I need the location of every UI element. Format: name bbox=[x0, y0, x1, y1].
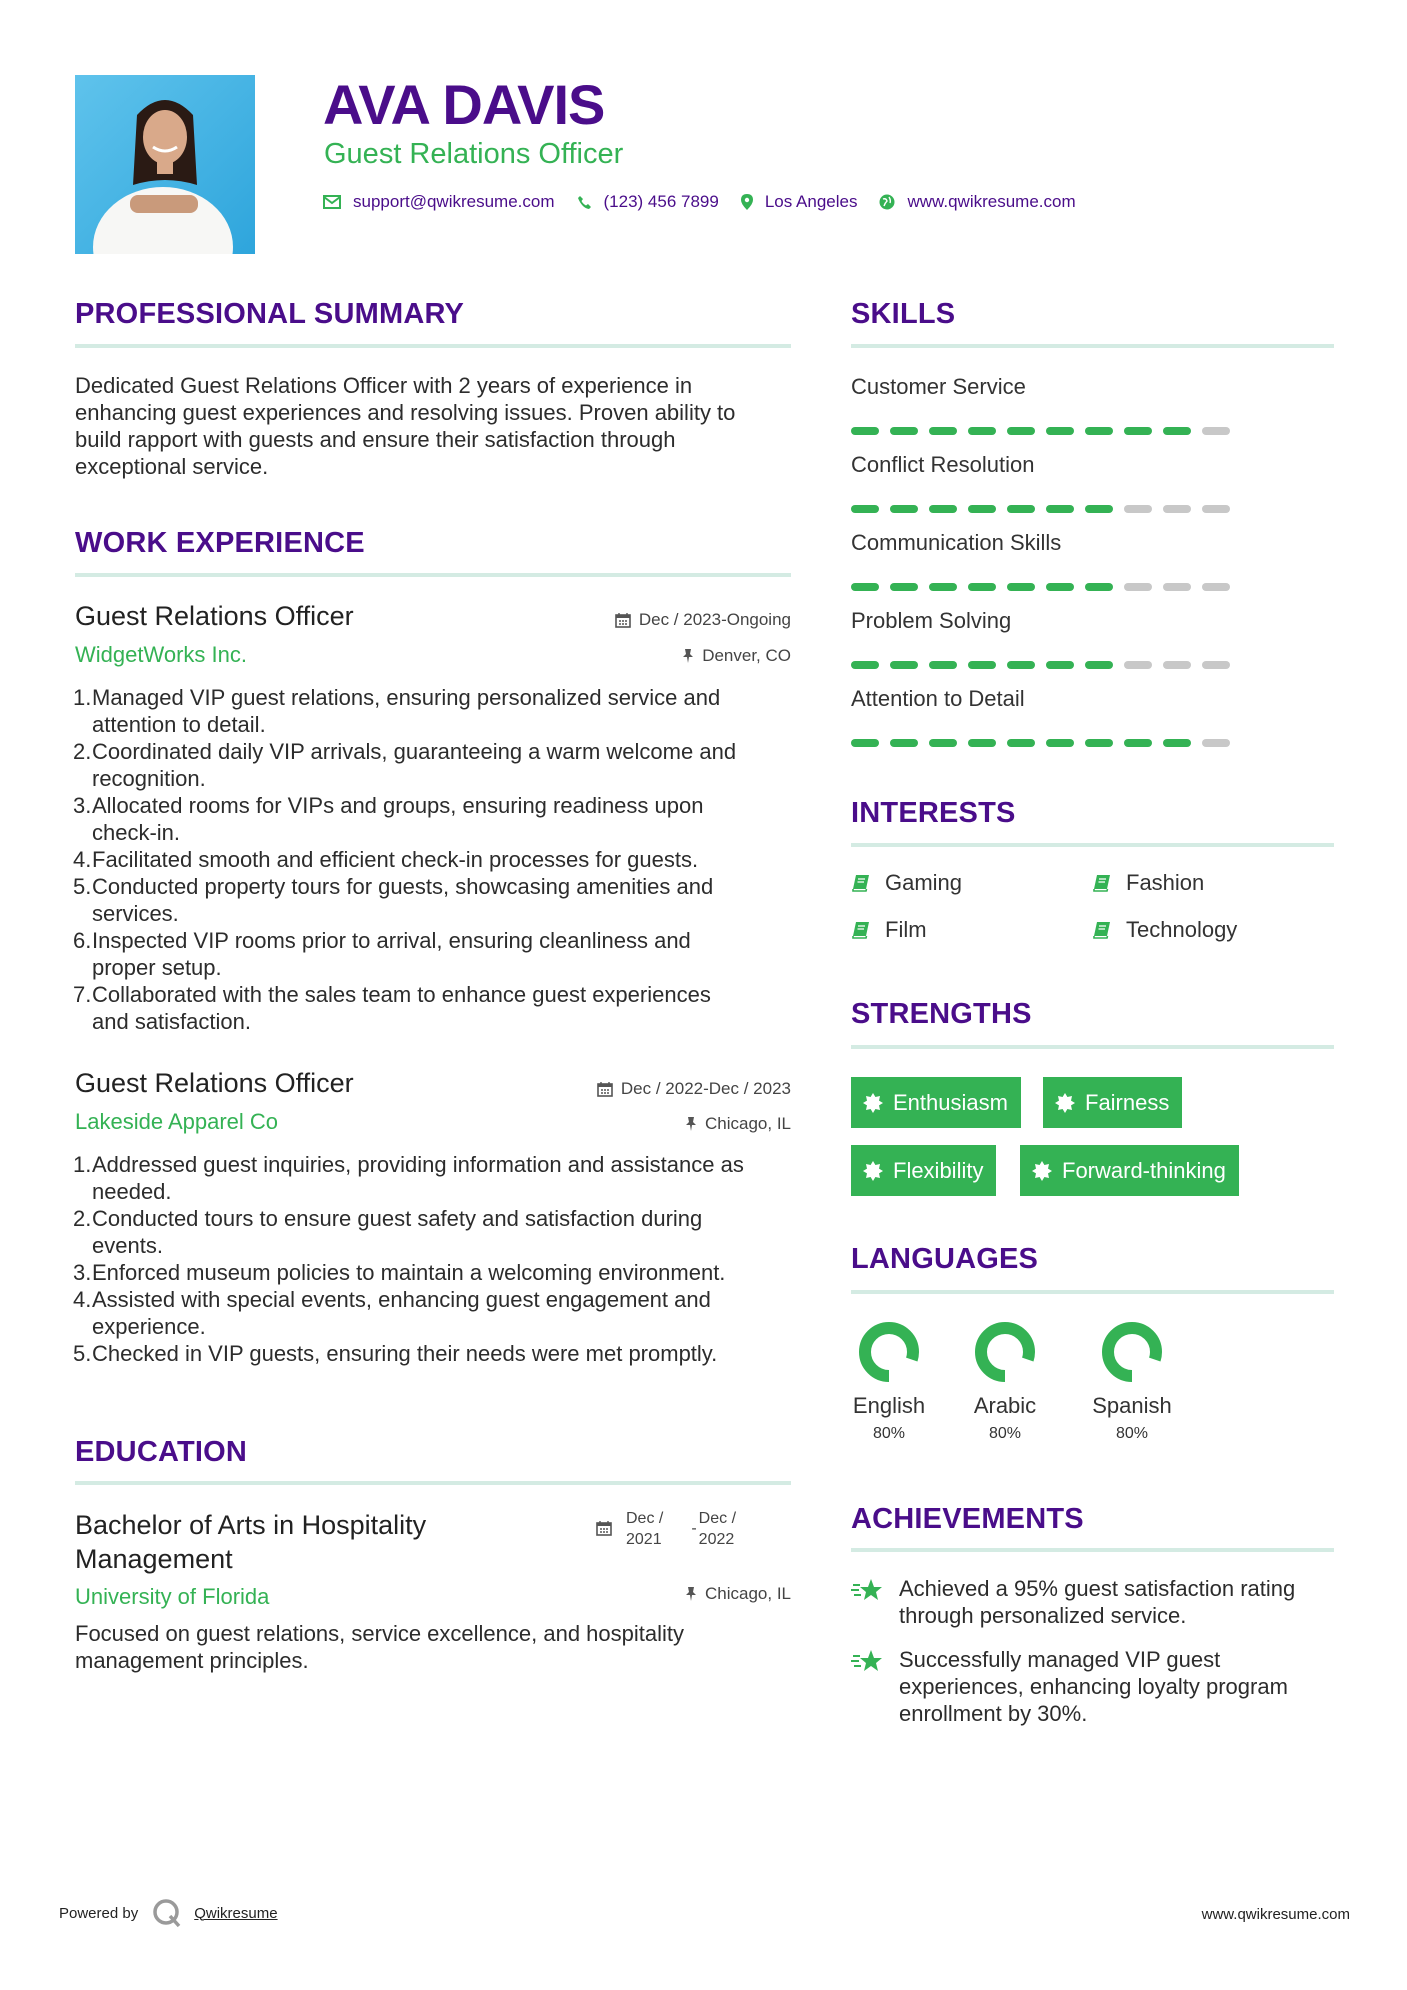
skill-dash-filled bbox=[1124, 427, 1152, 435]
company-name: Lakeside Apparel Co bbox=[75, 1109, 279, 1134]
summary-line: enhancing guest experiences and resolving issues. Proven ability to bbox=[75, 400, 736, 425]
skill-dash-filled bbox=[1007, 427, 1035, 435]
list-item: 6. Inspected VIP rooms prior to arrival, ensuring cleanliness and proper setup. bbox=[73, 928, 691, 980]
skill-dash-filled bbox=[890, 427, 918, 435]
job-dates-text: Dec / 2022-Dec / 2023 bbox=[620, 1079, 791, 1098]
degree-line: Management bbox=[75, 1544, 233, 1574]
skill-dash-empty bbox=[1124, 505, 1152, 513]
skill-dash-filled bbox=[968, 661, 996, 669]
skill-dash-filled bbox=[968, 583, 996, 591]
skill-dash-filled bbox=[890, 739, 918, 747]
job-dates bbox=[615, 610, 791, 630]
pin-icon bbox=[682, 648, 694, 664]
website-text: www.qwikresume.com bbox=[907, 192, 1076, 211]
envelope-icon bbox=[323, 195, 341, 209]
qwikresume-link[interactable]: Qwikresume bbox=[194, 1904, 278, 1922]
degree-line: Bachelor of Arts in Hospitality bbox=[75, 1510, 427, 1540]
language-percent: 80% bbox=[1115, 1425, 1149, 1442]
languages-divider bbox=[851, 1290, 1334, 1294]
job-duties-list bbox=[75, 1151, 805, 1367]
skill-dash-filled bbox=[968, 427, 996, 435]
skill-level-bar bbox=[851, 505, 1241, 513]
phone-text: (123) 456 7899 bbox=[603, 192, 719, 211]
education-location-text: Chicago, IL bbox=[705, 1584, 791, 1603]
language-item bbox=[1082, 1320, 1182, 1443]
list-item: 1. Addressed guest inquiries, providing information and assistance as needed. bbox=[73, 1152, 744, 1204]
list-item: 4. Facilitated smooth and efficient check-in processes for guests. bbox=[73, 847, 699, 872]
achievement-item: Achieved a 95% guest satisfaction rating through personalized service. bbox=[851, 1575, 1319, 1629]
footer-url[interactable]: www.qwikresume.com bbox=[1201, 1906, 1350, 1923]
strengths-divider bbox=[851, 1045, 1334, 1049]
list-item: 7. Collaborated with the sales team to enhance guest experiences and satisfaction. bbox=[73, 982, 711, 1034]
shooting-star-icon bbox=[851, 1577, 883, 1603]
skill-dash-filled bbox=[1007, 739, 1035, 747]
language-gauge bbox=[1100, 1320, 1164, 1384]
list-item: 2. Conducted tours to ensure guest safety and satisfaction during events. bbox=[73, 1206, 703, 1258]
skill-dash-filled bbox=[1163, 427, 1191, 435]
skill-dash-filled bbox=[851, 661, 879, 669]
job-title: Guest Relations Officer bbox=[75, 1068, 354, 1098]
skill-dash-empty bbox=[1163, 505, 1191, 513]
shooting-star-icon bbox=[851, 1648, 883, 1674]
summary-line: build rapport with guests and ensure their satisfaction through bbox=[75, 427, 676, 452]
contact-website[interactable] bbox=[879, 192, 1075, 212]
summary-line: exceptional service. bbox=[75, 454, 269, 479]
company-name: WidgetWorks Inc. bbox=[75, 642, 247, 667]
qwikresume-logo-icon bbox=[152, 1898, 182, 1928]
language-percent: 80% bbox=[872, 1425, 906, 1442]
school-name: University of Florida bbox=[75, 1584, 270, 1609]
experience-heading: WORK EXPERIENCE bbox=[75, 527, 365, 559]
book-icon bbox=[1092, 920, 1112, 940]
summary-text bbox=[75, 372, 795, 480]
job-dates-text: Dec / 2023-Ongoing bbox=[638, 610, 791, 629]
skill-dash-filled bbox=[968, 505, 996, 513]
skill-dash-empty bbox=[1124, 661, 1152, 669]
skill-dash-empty bbox=[1202, 739, 1230, 747]
skill-dash-filled bbox=[1046, 583, 1074, 591]
map-pin-icon bbox=[741, 194, 753, 210]
skill-dash-filled bbox=[851, 427, 879, 435]
strength-chip: Fairness bbox=[1043, 1077, 1182, 1128]
skill-dash-filled bbox=[1007, 583, 1035, 591]
language-gauge-arc bbox=[865, 1328, 913, 1376]
badge-icon bbox=[1032, 1161, 1052, 1181]
skill-dash-empty bbox=[1202, 505, 1230, 513]
interests-divider bbox=[851, 843, 1334, 847]
skill-dash-filled bbox=[1163, 739, 1191, 747]
phone-icon bbox=[577, 195, 592, 210]
experience-divider bbox=[75, 573, 791, 577]
summary-divider bbox=[75, 344, 791, 348]
achievements-heading: ACHIEVEMENTS bbox=[851, 1503, 1084, 1535]
skill-dash-filled bbox=[851, 505, 879, 513]
contact-location bbox=[741, 192, 858, 212]
badge-icon bbox=[1055, 1093, 1075, 1113]
skill-dash-filled bbox=[1007, 505, 1035, 513]
skill-dash-filled bbox=[929, 661, 957, 669]
language-gauge-arc bbox=[981, 1328, 1029, 1376]
interest-item: Fashion bbox=[1092, 870, 1204, 896]
skill-dash-filled bbox=[1046, 661, 1074, 669]
education-divider bbox=[75, 1481, 791, 1485]
skill-dash-empty bbox=[1202, 583, 1230, 591]
badge-icon bbox=[863, 1093, 883, 1113]
powered-by-text: Powered by bbox=[59, 1904, 139, 1922]
degree-title bbox=[75, 1508, 426, 1576]
strengths-heading: STRENGTHS bbox=[851, 998, 1032, 1030]
interest-item: Gaming bbox=[851, 870, 962, 896]
skill-dash-filled bbox=[851, 739, 879, 747]
achievements-divider bbox=[851, 1548, 1334, 1552]
list-item: 3. Enforced museum policies to maintain a welcoming environment. bbox=[73, 1260, 726, 1285]
skill-level-bar bbox=[851, 739, 1241, 747]
skill-dash-empty bbox=[1124, 583, 1152, 591]
globe-icon bbox=[879, 194, 895, 210]
skill-name: Communication Skills bbox=[851, 530, 1062, 555]
skill-dash-filled bbox=[1085, 661, 1113, 669]
summary-line: Dedicated Guest Relations Officer with 2 years of experience in bbox=[75, 373, 693, 398]
list-item: 5. Conducted property tours for guests, showcasing amenities and services. bbox=[73, 874, 714, 926]
contact-bar bbox=[323, 192, 1098, 212]
skill-name: Customer Service bbox=[851, 374, 1026, 399]
skill-dash-empty bbox=[1163, 583, 1191, 591]
skill-dash-filled bbox=[1046, 427, 1074, 435]
skill-name: Problem Solving bbox=[851, 608, 1012, 633]
achievement-item: Successfully managed VIP guest experiences, enhancing loyalty program enrollment by 30%. bbox=[851, 1646, 1319, 1727]
skill-name: Conflict Resolution bbox=[851, 452, 1035, 477]
language-percent: 80% bbox=[988, 1425, 1022, 1442]
skill-dash-filled bbox=[851, 583, 879, 591]
contact-phone[interactable] bbox=[577, 192, 719, 212]
language-name: English bbox=[852, 1393, 926, 1418]
skill-dash-filled bbox=[1046, 505, 1074, 513]
skill-dash-filled bbox=[890, 505, 918, 513]
language-gauge bbox=[857, 1320, 921, 1384]
language-name: Spanish bbox=[1092, 1393, 1172, 1418]
contact-email[interactable] bbox=[323, 192, 555, 212]
pin-icon bbox=[685, 1586, 697, 1602]
list-item: 4. Assisted with special events, enhancing guest engagement and experience. bbox=[73, 1287, 711, 1339]
candidate-title: Guest Relations Officer bbox=[324, 138, 624, 170]
language-gauge-arc bbox=[1108, 1328, 1156, 1376]
list-item: 1. Managed VIP guest relations, ensuring personalized service and attention to detail. bbox=[73, 685, 721, 737]
job-location bbox=[682, 646, 791, 666]
candidate-name: AVA DAVIS bbox=[323, 73, 605, 136]
skill-dash-filled bbox=[1085, 505, 1113, 513]
job-location-text: Chicago, IL bbox=[705, 1114, 791, 1133]
skill-dash-filled bbox=[929, 583, 957, 591]
education-heading: EDUCATION bbox=[75, 1436, 248, 1468]
skill-dash-filled bbox=[929, 739, 957, 747]
footer-powered-by bbox=[59, 1898, 278, 1928]
skill-dash-empty bbox=[1163, 661, 1191, 669]
job-duties-list bbox=[75, 684, 795, 1035]
interest-item: Technology bbox=[1092, 917, 1237, 943]
education-location bbox=[685, 1584, 791, 1604]
education-dates: Dec / 2021 - Dec / 2022 bbox=[596, 1508, 736, 1550]
job-location bbox=[685, 1114, 791, 1134]
job-dates bbox=[597, 1079, 791, 1099]
language-gauge bbox=[973, 1320, 1037, 1384]
skills-heading: SKILLS bbox=[851, 298, 956, 330]
list-item: 2. Coordinated daily VIP arrivals, guaranteeing a warm welcome and recognition. bbox=[73, 739, 737, 791]
calendar-icon bbox=[615, 612, 631, 628]
job-title: Guest Relations Officer bbox=[75, 601, 354, 631]
badge-icon bbox=[863, 1161, 883, 1181]
profile-photo bbox=[75, 75, 255, 254]
skill-dash-filled bbox=[890, 583, 918, 591]
list-item: 5. Checked in VIP guests, ensuring their needs were met promptly. bbox=[73, 1341, 718, 1366]
skill-dash-filled bbox=[1046, 739, 1074, 747]
job-location-text: Denver, CO bbox=[702, 646, 791, 665]
skill-dash-filled bbox=[1007, 661, 1035, 669]
skills-divider bbox=[851, 344, 1334, 348]
list-item: 3. Allocated rooms for VIPs and groups, ensuring readiness upon check-in. bbox=[73, 793, 704, 845]
skill-dash-filled bbox=[1085, 427, 1113, 435]
skill-dash-filled bbox=[890, 661, 918, 669]
book-icon bbox=[851, 873, 871, 893]
calendar-icon bbox=[596, 1520, 612, 1536]
skill-name: Attention to Detail bbox=[851, 686, 1025, 711]
book-icon bbox=[1092, 873, 1112, 893]
interest-item: Film bbox=[851, 917, 927, 943]
location-text: Los Angeles bbox=[764, 192, 858, 211]
strength-chip: Enthusiasm bbox=[851, 1077, 1021, 1128]
interests-heading: INTERESTS bbox=[851, 797, 1016, 829]
language-item bbox=[955, 1320, 1055, 1443]
skill-dash-filled bbox=[929, 505, 957, 513]
skill-dash-filled bbox=[968, 739, 996, 747]
skill-dash-filled bbox=[1124, 739, 1152, 747]
skill-dash-empty bbox=[1202, 661, 1230, 669]
language-name: Arabic bbox=[973, 1393, 1037, 1418]
language-item bbox=[839, 1320, 939, 1443]
summary-heading: PROFESSIONAL SUMMARY bbox=[75, 298, 465, 330]
book-icon bbox=[851, 920, 871, 940]
skill-level-bar bbox=[851, 427, 1241, 435]
calendar-icon bbox=[597, 1081, 613, 1097]
skill-dash-filled bbox=[1085, 739, 1113, 747]
skill-level-bar bbox=[851, 583, 1241, 591]
languages-heading: LANGUAGES bbox=[851, 1243, 1039, 1275]
strength-chip: Flexibility bbox=[851, 1145, 996, 1196]
education-description: Focused on guest relations, service excellence, and hospitality management principles. bbox=[75, 1621, 685, 1673]
pin-icon bbox=[685, 1116, 697, 1132]
skill-dash-empty bbox=[1202, 427, 1230, 435]
skill-level-bar bbox=[851, 661, 1241, 669]
skill-dash-filled bbox=[1085, 583, 1113, 591]
skill-dash-filled bbox=[929, 427, 957, 435]
strength-chip: Forward-thinking bbox=[1020, 1145, 1239, 1196]
email-text: support@qwikresume.com bbox=[353, 192, 555, 211]
